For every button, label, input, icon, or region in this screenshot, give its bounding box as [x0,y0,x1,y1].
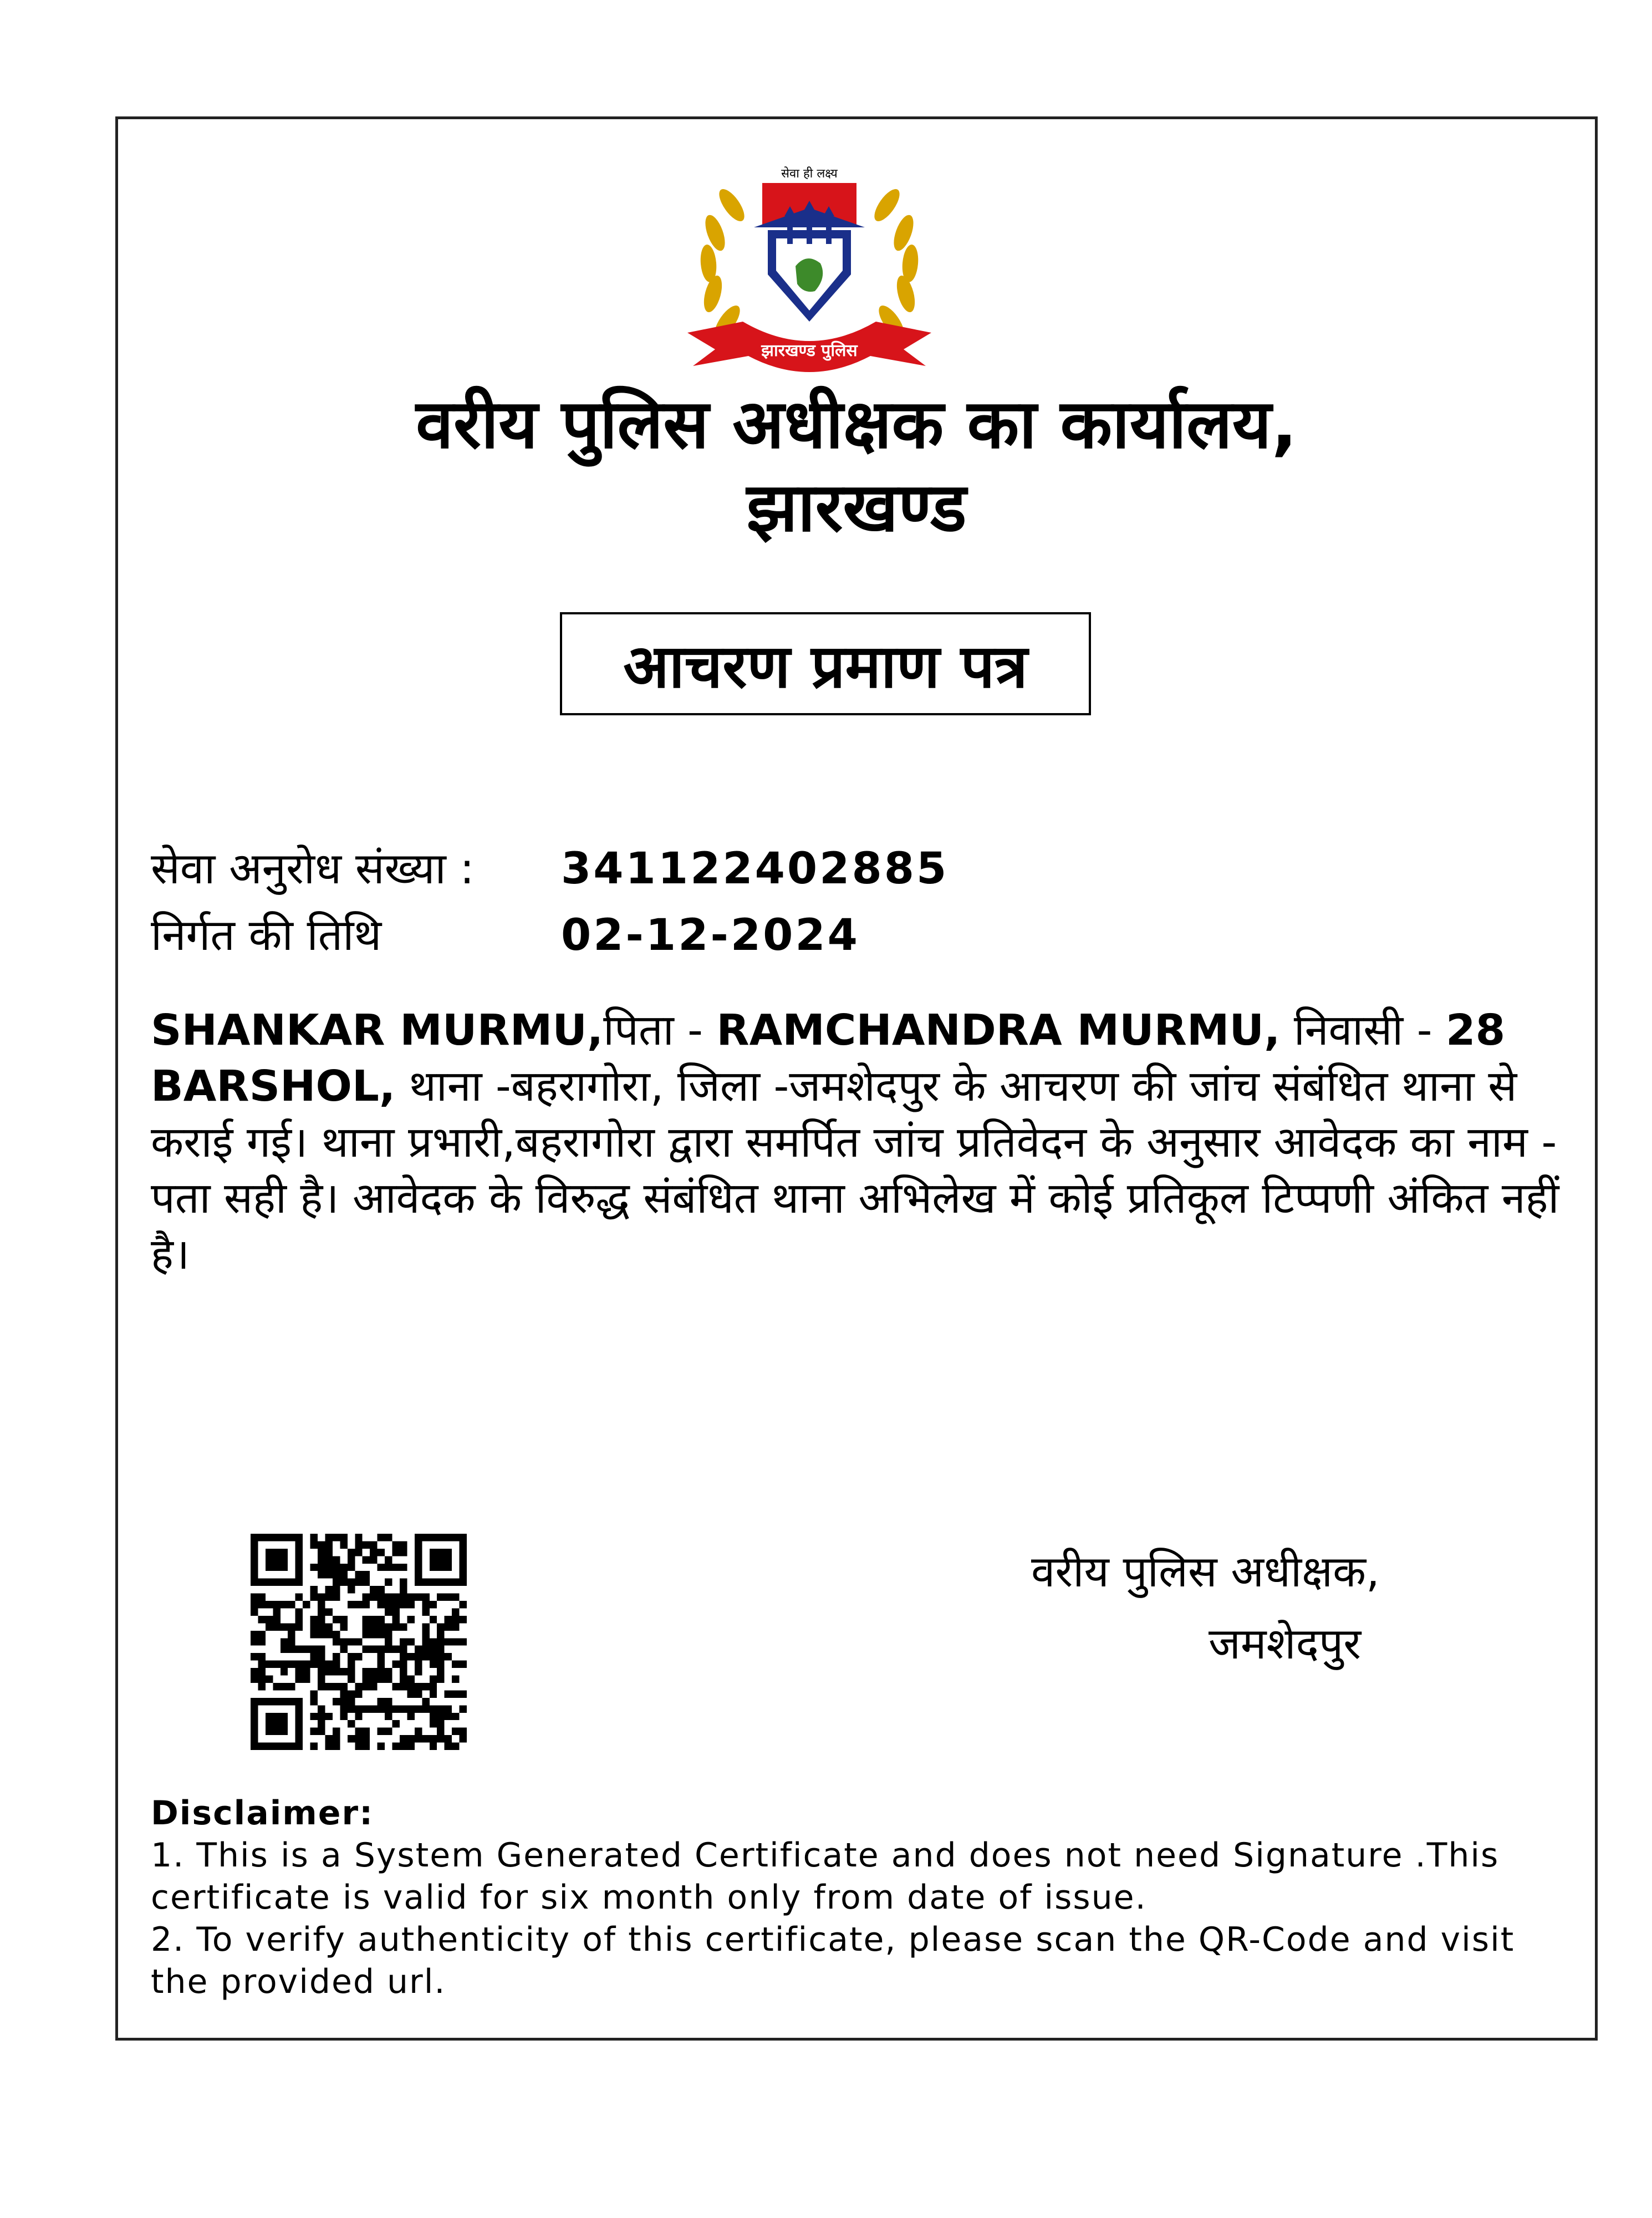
disclaimer-heading: Disclaimer: [151,1794,374,1833]
signatory-title: वरीय पुलिस अधीक्षक, [1031,1547,1380,1597]
disclaimer [151,1792,1570,2003]
jharkhand-police-emblem [665,155,954,399]
applicant-name: SHANKAR MURMU, [151,1006,604,1055]
request-number-label: सेवा अनुरोध संख्या : [151,844,475,894]
signatory-location: जमशेदपुर [1209,1619,1362,1669]
father-label: पिता - [603,1006,717,1055]
request-number-value: 341122402885 [561,844,949,894]
office-title-line2: झारखण्ड [746,468,967,547]
emblem-motto-text: सेवा ही लक्ष्य [781,167,838,181]
father-name: RAMCHANDRA MURMU, [716,1006,1281,1055]
verification-text: थाना -बहरागोरा, जिला -जमशेदपुर के आचरण की जांच संबंधित थाना से कराई गई। थाना प्रभारी,बहरागोरा द्वारा समर्पित जांच प्रतिवेदन के अनुसार आवेदक का नाम - पता सही है। आवेदक के विरुद्ध संबंधित थाना अभिलेख में कोई प्रतिकूल टिप्पणी अंकित नहीं है। [151,1062,1559,1279]
qr-code-icon[interactable] [251,1534,467,1750]
certificate-body [151,1003,1570,1283]
issue-date-row [151,905,860,966]
resident-label: निवासी - [1280,1006,1446,1055]
office-title-line1: वरीय पुलिस अधीक्षक का कार्यालय, [416,385,1297,464]
request-number-row [151,838,949,899]
issue-date-value: 02-12-2024 [561,910,860,960]
signatory-block [1031,1536,1380,1680]
certificate-title: आचरण प्रमाण पत्र [560,612,1091,715]
issue-date-label: निर्गत की तिथि [151,910,382,960]
disclaimer-item-2: 2. To verify authenticity of this certificate, please scan the QR-Code and visit the provided url. [151,1920,1515,2001]
emblem-banner-text: झारखण्ड पुलिस [761,341,858,360]
disclaimer-item-1: 1. This is a System Generated Certificate and does not need Signature .This certificate is valid for six month only from date of issue. [151,1836,1500,1917]
applicant-address: 28 BARSHOL, [151,1006,1506,1111]
